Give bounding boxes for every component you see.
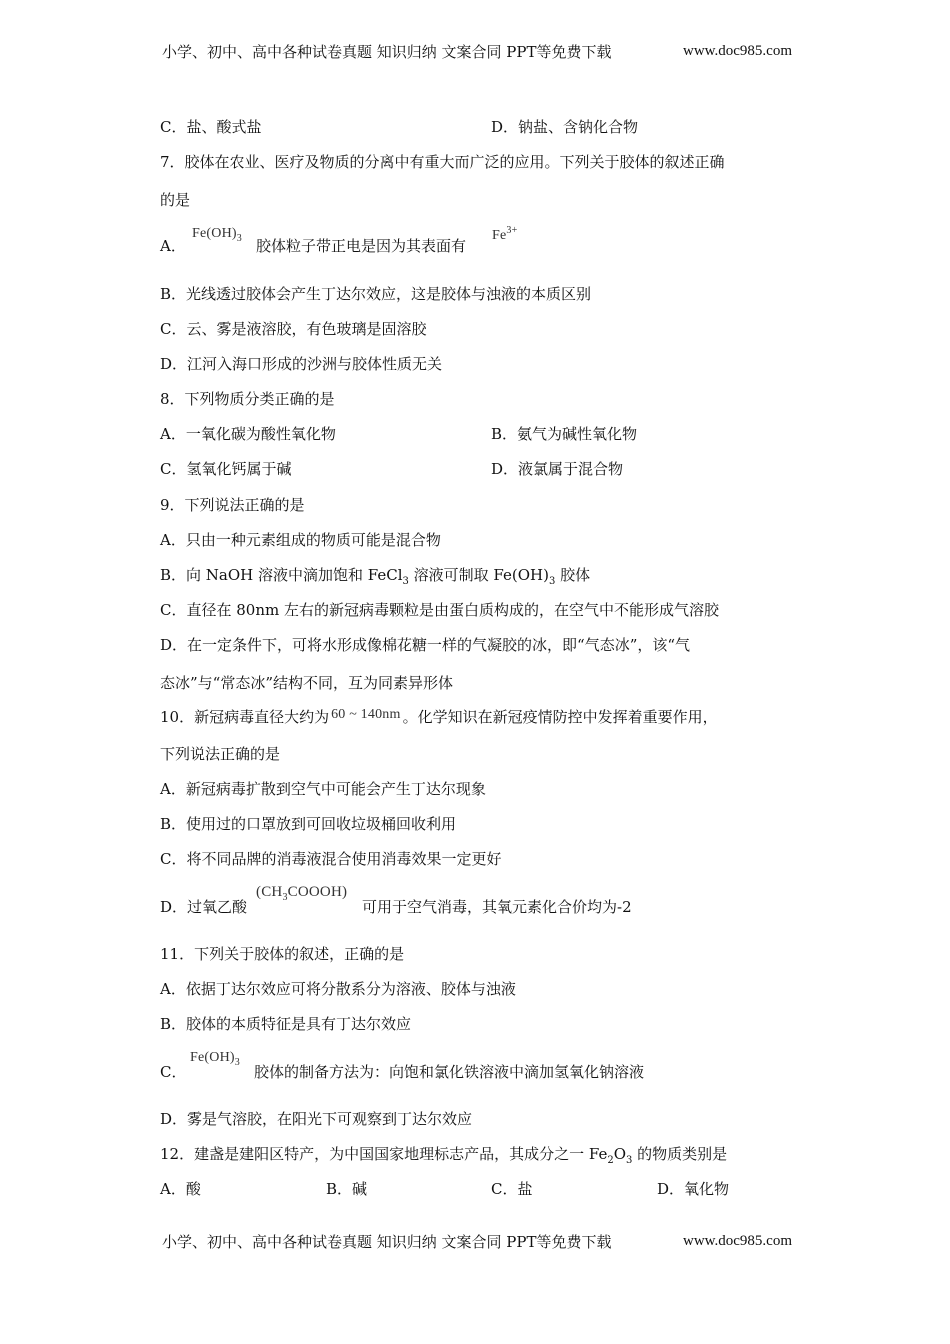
formula-text: (CH	[256, 884, 283, 900]
option-b-text-1: B．向 NaOH 溶液中滴加饱和 FeCl	[160, 566, 403, 584]
q12-stem	[160, 1144, 727, 1167]
q10-stem-pre: 10．新冠病毒直径大约为	[160, 708, 330, 726]
formula-text: Fe(OH)	[190, 1050, 235, 1065]
q12-option-a: A．酸	[160, 1180, 201, 1198]
header-promo-text: 小学、初中、高中各种试卷真题 知识归纳 文案合同 PPT等免费下载	[162, 42, 612, 61]
q9-option-a: A．只由一种元素组成的物质可能是混合物	[160, 531, 441, 549]
q7-option-d: D．江河入海口形成的沙洲与胶体性质无关	[160, 355, 443, 373]
footer-promo-text: 小学、初中、高中各种试卷真题 知识归纳 文案合同 PPT等免费下载	[162, 1232, 612, 1251]
q10-stem-post: 。化学知识在新冠疫情防控中发挥着重要作用，	[402, 708, 718, 726]
q12-option-c: C．盐	[491, 1180, 533, 1198]
q9-option-b	[160, 565, 590, 588]
q7-option-a-ion	[492, 225, 518, 244]
formula-subscript: 3	[236, 233, 242, 244]
q11-option-b: B．胶体的本质特征是具有丁达尔效应	[160, 1015, 412, 1033]
q8-stem: 8．下列物质分类正确的是	[160, 390, 335, 408]
q11-option-a: A．依据丁达尔效应可将分散系分为溶液、胶体与浊液	[160, 980, 516, 998]
q11-option-c-text: 胶体的制备方法为：向饱和氯化铁溶液中滴加氢氧化钠溶液	[254, 1063, 645, 1081]
page-header	[162, 39, 792, 63]
q12-stem-post: 的物质类别是	[632, 1145, 728, 1163]
option-b-text-3: 胶体	[555, 566, 591, 584]
subscript: 3	[548, 576, 556, 587]
q8-option-d: D．液氯属于混合物	[491, 460, 624, 478]
q10-option-a: A．新冠病毒扩散到空气中可能会产生丁达尔现象	[160, 780, 486, 798]
q6-option-c: C．盐、酸式盐	[160, 118, 262, 136]
subscript: 2	[607, 1155, 614, 1166]
q7-option-a-formula	[192, 226, 242, 242]
q10-option-c: C．将不同品牌的消毒液混合使用消毒效果一定更好	[160, 850, 502, 868]
q12-option-b: B．碱	[326, 1180, 368, 1198]
subscript: 3	[402, 576, 409, 587]
header-site-url: www.doc985.com	[682, 42, 792, 59]
option-label: C．	[160, 1063, 187, 1081]
q10-stem-line2: 下列说法正确的是	[160, 745, 281, 763]
q8-option-b: B．氨气为碱性氧化物	[491, 425, 638, 443]
formula-text: COOOH)	[287, 884, 348, 900]
formula-subscript: 3	[282, 892, 288, 903]
ion-text: Fe	[492, 228, 507, 243]
q9-option-d-line1: D．在一定条件下，可将水形成像棉花糖一样的气凝胶的冰，即“气态冰”，该“气	[160, 636, 691, 654]
q10-option-d-post: 可用于空气消毒，其氧元素化合价均为-2	[362, 898, 632, 916]
formula-subscript: 3	[234, 1057, 240, 1068]
q7-stem-line2: 的是	[160, 191, 191, 209]
q11-option-c-formula	[190, 1050, 240, 1066]
q10-diameter-formula: 60 ~ 140nm	[331, 707, 401, 722]
q7-stem-line1: 7．胶体在农业、医疗及物质的分离中有重大而广泛的应用。下列关于胶体的叙述正确	[160, 153, 725, 171]
formula-text: Fe(OH)	[192, 226, 237, 241]
page-footer	[162, 1229, 792, 1253]
ion-superscript: 3+	[506, 225, 518, 236]
option-label: A．	[160, 237, 186, 255]
q6-option-d: D．钠盐、含钠化合物	[491, 118, 639, 136]
q12-stem-mid: O	[613, 1145, 627, 1163]
footer-site-url: www.doc985.com	[682, 1232, 792, 1249]
option-b-text-2: 溶液可制取 Fe(OH)	[408, 566, 549, 584]
q9-option-c: C．直径在 80nm 左右的新冠病毒颗粒是由蛋白质构成的，在空气中不能形成气溶胶	[160, 601, 719, 619]
q8-option-c: C．氢氧化钙属于碱	[160, 460, 292, 478]
q9-stem: 9．下列说法正确的是	[160, 496, 305, 514]
q10-option-d-pre: D．过氧乙酸	[160, 898, 248, 916]
q12-option-d: D．氧化物	[657, 1180, 730, 1198]
q10-option-d	[160, 897, 247, 917]
subscript: 3	[626, 1155, 633, 1166]
q7-option-c: C．云、雾是液溶胶，有色玻璃是固溶胶	[160, 320, 427, 338]
q7-option-a	[160, 236, 186, 256]
q7-option-a-text: 胶体粒子带正电是因为其表面有	[256, 237, 467, 255]
q11-option-d: D．雾是气溶胶，在阳光下可观察到丁达尔效应	[160, 1110, 473, 1128]
q11-stem: 11．下列关于胶体的叙述，正确的是	[160, 945, 405, 963]
q12-stem-pre: 12．建盏是建阳区特产，为中国国家地理标志产品，其成分之一 Fe	[160, 1145, 608, 1163]
q9-option-d-line2: 态冰”与“常态冰”结构不同，互为同素异形体	[160, 674, 454, 692]
q10-option-b: B．使用过的口罩放到可回收垃圾桶回收利用	[160, 815, 457, 833]
q11-option-c	[160, 1062, 186, 1082]
q10-option-d-formula	[256, 884, 347, 901]
q7-option-b: B．光线透过胶体会产生丁达尔效应，这是胶体与浊液的本质区别	[160, 285, 592, 303]
q10-stem-line1	[160, 707, 718, 729]
q8-option-a: A．一氧化碳为酸性氧化物	[160, 425, 336, 443]
